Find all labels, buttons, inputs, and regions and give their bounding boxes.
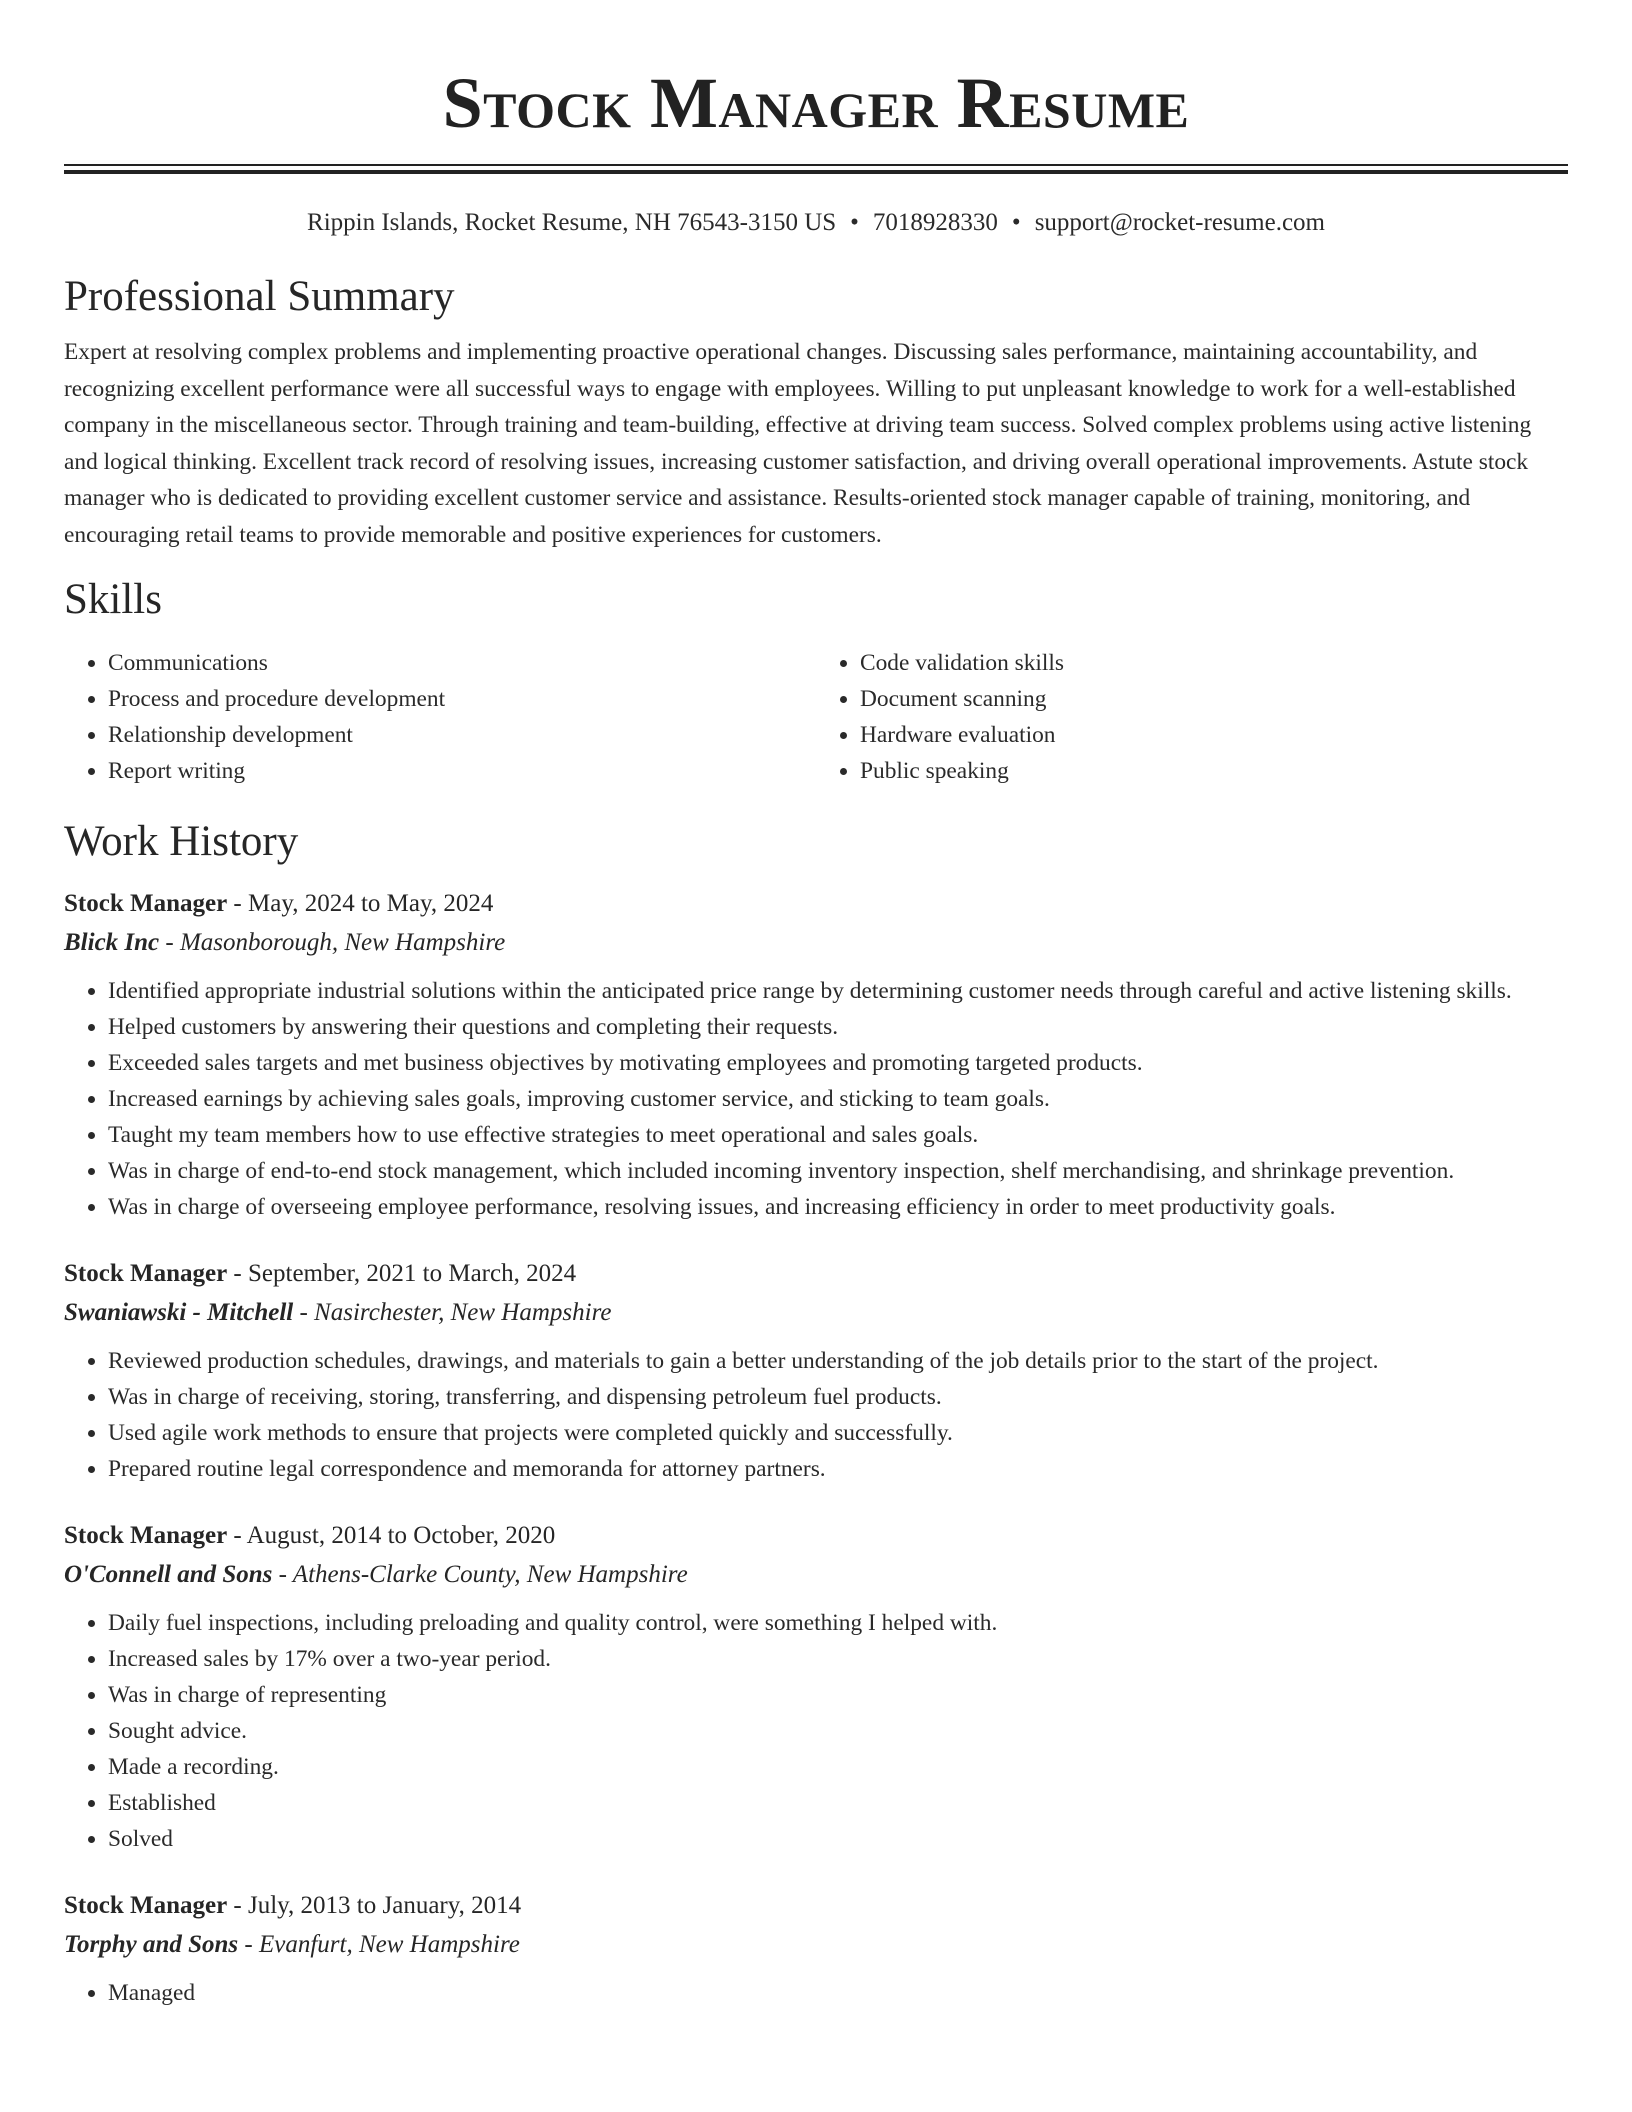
work-history-heading: Work History — [64, 818, 299, 865]
job-title: Stock Manager — [64, 890, 228, 917]
skill-item: • Relationship development — [108, 717, 816, 753]
company-location: - Nasirchester, New Hampshire — [293, 1299, 612, 1326]
company-line — [64, 923, 1568, 963]
job-entry — [64, 1255, 1568, 1487]
job-title-line — [64, 885, 1568, 923]
job-entry — [64, 1517, 1568, 1857]
summary-heading: Professional Summary — [64, 273, 455, 320]
job-bullet: • Helped customers by answering their questions and completing their requests. — [108, 1009, 1568, 1045]
skills-grid — [64, 645, 1568, 789]
job-title-line — [64, 1887, 1568, 1925]
skill-item: • Code validation skills — [860, 645, 1568, 681]
job-entry — [64, 885, 1568, 1225]
job-bullets — [64, 1975, 1568, 2011]
skills-heading: Skills — [64, 576, 162, 623]
job-dates: - September, 2021 to March, 2024 — [227, 1260, 577, 1287]
job-bullet: • Used agile work methods to ensure that projects were completed quickly and successfully. — [108, 1415, 1568, 1451]
title-double-rule — [64, 164, 1568, 174]
skill-item: • Report writing — [108, 753, 816, 789]
skill-item: • Hardware evaluation — [860, 717, 1568, 753]
job-bullet: • Made a recording. — [108, 1749, 1568, 1785]
resume-page — [64, 0, 1568, 2011]
job-bullet: • Sought advice. — [108, 1713, 1568, 1749]
job-bullet: • Reviewed production schedules, drawings, and materials to gain a better understanding of the job details prior to the start of the project. — [108, 1343, 1568, 1379]
job-bullet: • Managed — [108, 1975, 1568, 2011]
company-location: - Evanfurt, New Hampshire — [238, 1931, 520, 1958]
company-line — [64, 1293, 1568, 1333]
company-name: O'Connell and Sons — [64, 1561, 273, 1588]
job-bullet: • Was in charge of receiving, storing, transferring, and dispensing petroleum fuel products. — [108, 1379, 1568, 1415]
job-title: Stock Manager — [64, 1260, 228, 1287]
contact-separator: • — [1011, 209, 1021, 236]
job-bullet: • Taught my team members how to use effective strategies to meet operational and sales goals. — [108, 1117, 1568, 1153]
job-bullets — [64, 973, 1568, 1225]
company-name: Blick Inc — [64, 929, 160, 956]
job-title: Stock Manager — [64, 1522, 228, 1549]
job-dates: - July, 2013 to January, 2014 — [227, 1892, 522, 1919]
job-entry — [64, 1887, 1568, 2011]
skill-item: • Public speaking — [860, 753, 1568, 789]
job-bullet: • Established — [108, 1785, 1568, 1821]
job-bullet: • Identified appropriate industrial solutions within the anticipated price range by determining customer needs through careful and active listening skills. — [108, 973, 1568, 1009]
skill-item: • Document scanning — [860, 681, 1568, 717]
job-bullet: • Increased sales by 17% over a two-year period. — [108, 1641, 1568, 1677]
job-bullet: • Increased earnings by achieving sales goals, improving customer service, and sticking to team goals. — [108, 1081, 1568, 1117]
summary-text: Expert at resolving complex problems and implementing proactive operational changes. Discussing sales performance, maintaining accountability, and recognizing excellent performance were all successful ways to engage with employees. Willing to put unpleasant knowledge to work for a well-established company in the miscellaneous sector. Through training and team-building, effective at driving team success. Solved complex problems using active listening and logical thinking. Excellent track record of resolving issues, increasing customer satisfaction, and driving overall operational improvements. Astute stock manager who is dedicated to providing excellent customer service and assistance. Results-oriented stock manager capable of training, monitoring, and encouraging retail teams to provide memorable and positive experiences for customers. — [64, 339, 1532, 548]
job-bullets — [64, 1343, 1568, 1487]
skill-item: • Communications — [108, 645, 816, 681]
company-name: Swaniawski - Mitchell — [64, 1299, 294, 1326]
skills-column-left — [64, 645, 816, 789]
company-location: - Masonborough, New Hampshire — [159, 929, 506, 956]
company-line — [64, 1925, 1568, 1965]
job-bullet: • Solved — [108, 1821, 1568, 1857]
skills-column-right — [816, 645, 1568, 789]
job-bullet: • Was in charge of end-to-end stock management, which included incoming inventory inspection, shelf merchandising, and shrinkage prevention. — [108, 1153, 1568, 1189]
job-dates: - August, 2014 to October, 2020 — [227, 1522, 556, 1549]
job-dates: - May, 2024 to May, 2024 — [227, 890, 494, 917]
contact-separator: • — [850, 209, 859, 236]
job-bullet: • Daily fuel inspections, including preloading and quality control, were something I helped with. — [108, 1605, 1568, 1641]
resume-title: Stock Manager Resume — [442, 63, 1190, 143]
job-title: Stock Manager — [64, 1892, 228, 1919]
job-bullet: • Was in charge of representing — [108, 1677, 1568, 1713]
job-bullet: • Prepared routine legal correspondence and memoranda for attorney partners. — [108, 1451, 1568, 1487]
contact-line — [64, 206, 1568, 240]
company-location: - Athens-Clarke County, New Hampshire — [272, 1561, 688, 1588]
job-bullet: • Exceeded sales targets and met business objectives by motivating employees and promoting targeted products. — [108, 1045, 1568, 1081]
contact-email: support@rocket-resume.com — [1034, 209, 1325, 236]
skill-item: • Process and procedure development — [108, 681, 816, 717]
contact-address: Rippin Islands, Rocket Resume, NH 76543-3150 US — [307, 209, 837, 236]
job-bullet: • Was in charge of overseeing employee performance, resolving issues, and increasing efficiency in order to meet productivity goals. — [108, 1189, 1568, 1225]
job-title-line — [64, 1517, 1568, 1555]
job-bullets — [64, 1605, 1568, 1857]
company-line — [64, 1555, 1568, 1595]
job-title-line — [64, 1255, 1568, 1293]
contact-phone: 7018928330 — [872, 209, 998, 236]
company-name: Torphy and Sons — [64, 1931, 239, 1958]
